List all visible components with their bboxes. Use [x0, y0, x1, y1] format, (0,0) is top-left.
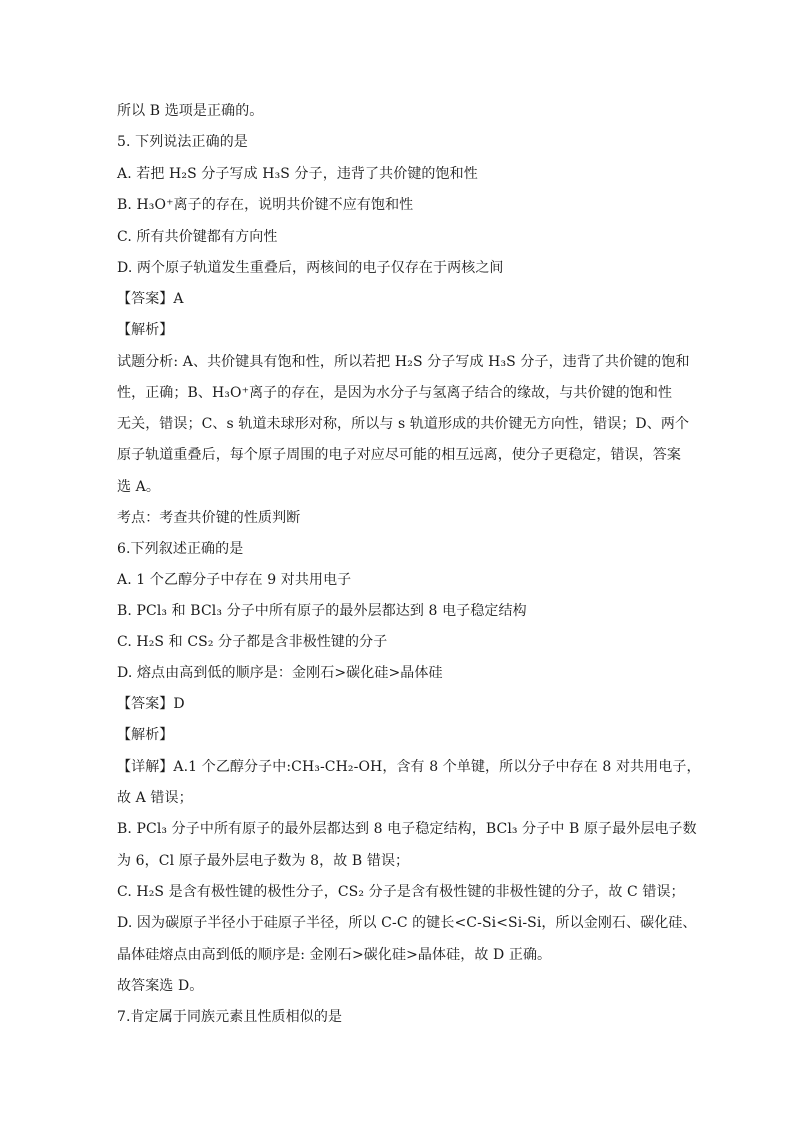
- option-c: C. 所有共价键都有方向性: [117, 229, 278, 245]
- analysis-heading: 【解析】: [117, 727, 174, 743]
- option-a: A. 1 个乙醇分子中存在 9 对共用电子: [117, 572, 352, 588]
- option-a: A. 若把 H₂S 分子写成 H₃S 分子，违背了共价键的饱和性: [117, 166, 478, 182]
- analysis-text: 选 A。: [117, 479, 160, 495]
- final-answer: 故答案选 D。: [117, 978, 204, 994]
- answer-label: 【答案】A: [117, 291, 184, 307]
- question-5-stem: 5. 下列说法正确的是: [117, 134, 248, 150]
- option-c: C. H₂S 和 CS₂ 分子都是含非极性键的分子: [117, 634, 388, 650]
- option-b: B. PCl₃ 和 BCl₃ 分子中所有原子的最外层都达到 8 电子稳定结构: [117, 603, 527, 619]
- analysis-text: 试题分析: A、共价键具有饱和性，所以若把 H₂S 分子写成 H₃S 分子，违背了共价键的饱和: [117, 354, 690, 370]
- analysis-text: 原子轨道重叠后，每个原子周围的电子对应尽可能的相互远离，使分子更稳定，错误，答案: [117, 447, 681, 463]
- exam-point: 考点：考查共价键的性质判断: [117, 510, 301, 526]
- option-d: D. 两个原子轨道发生重叠后，两核间的电子仅存在于两核之间: [117, 260, 504, 276]
- option-b: B. H₃O⁺离子的存在，说明共价键不应有饱和性: [117, 197, 414, 213]
- analysis-text: 性，正确；B、H₃O⁺离子的存在，是因为水分子与氢离子结合的缘故，与共价键的饱和性: [117, 385, 673, 401]
- question-6-stem: 6.下列叙述正确的是: [117, 541, 244, 557]
- detail-text: 为 6，Cl 原子最外层电子数为 8，故 B 错误；: [117, 853, 410, 869]
- detail-text: 晶体硅熔点由高到低的顺序是: 金刚石>碳化硅>晶体硅，故 D 正确。: [117, 947, 552, 963]
- analysis-heading: 【解析】: [117, 322, 174, 338]
- text-line: 所以 B 选项是正确的。: [117, 103, 264, 119]
- detail-text: B. PCl₃ 分子中所有原子的最外层都达到 8 电子稳定结构，BCl₃ 分子中 B 原子最外层电子数: [117, 821, 697, 837]
- detail-text: D. 因为碳原子半径小于硅原子半径，所以 C-C 的键长<C-Si<Si-Si，所以金刚石、碳化硅、: [117, 915, 697, 931]
- question-7-stem: 7.肯定属于同族元素且性质相似的是: [117, 1009, 343, 1025]
- analysis-text: 无关，错误；C、s 轨道未球形对称，所以与 s 轨道形成的共价键无方向性，错误；D、两个: [117, 416, 690, 432]
- option-d: D. 熔点由高到低的顺序是：金刚石>碳化硅>晶体硅: [117, 665, 443, 681]
- detail-text: 【详解】A.1 个乙醇分子中:CH₃-CH₂-OH，含有 8 个单键，所以分子中存在 8 对共用电子，: [117, 759, 701, 775]
- detail-text: 故 A 错误；: [117, 790, 193, 806]
- answer-label: 【答案】D: [117, 696, 185, 712]
- detail-text: C. H₂S 是含有极性键的极性分子，CS₂ 分子是含有极性键的非极性键的分子，故 C 错误；: [117, 884, 685, 900]
